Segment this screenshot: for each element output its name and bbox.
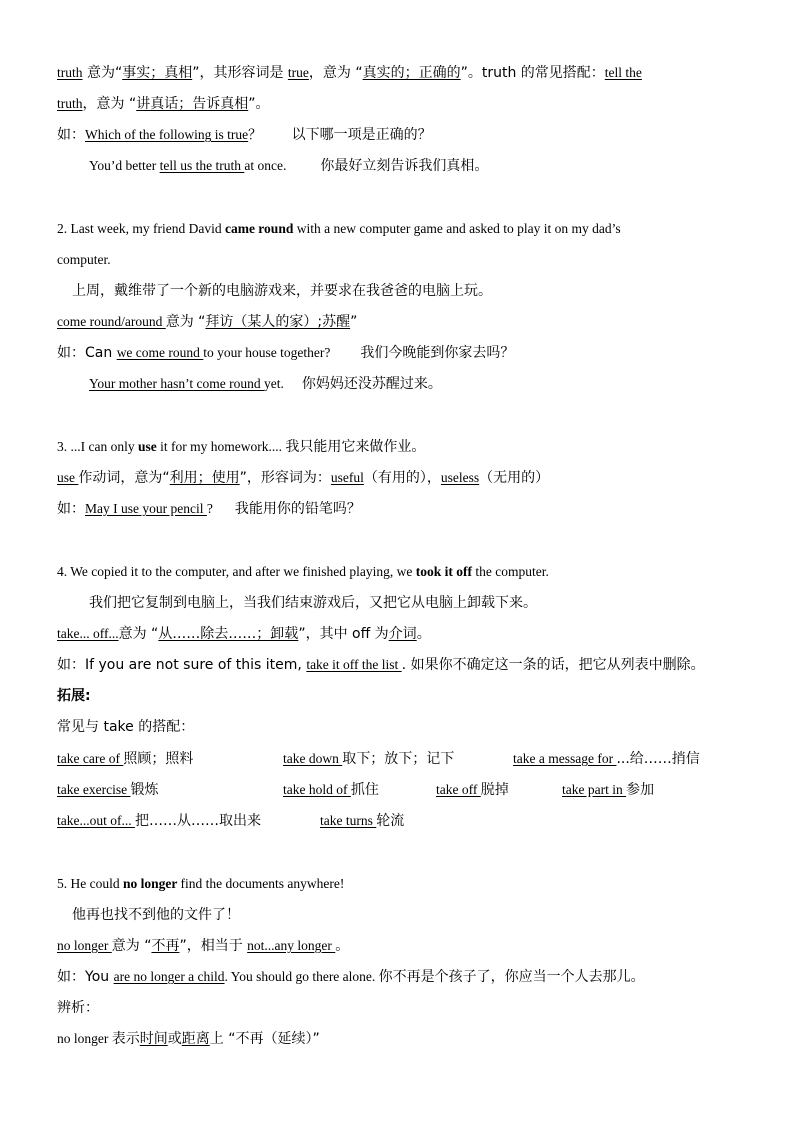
s3-sentence: 3. ...I can only use it for my homework.... 我只能用它来做作业。 xyxy=(57,439,426,455)
s2-example-2: Your mother hasn’t come round yet. 你妈妈还没苏醒过来。 xyxy=(89,376,442,392)
collocation-item: take hold of 抓住 xyxy=(283,782,379,798)
s5-comparison-heading: 辨析： xyxy=(57,1000,99,1016)
s5-comparison-line: no longer 表示时间或距离上 “不再（延续）” xyxy=(57,1031,320,1047)
s4-example: 如：If you are not sure of this item, take it off the list . 如果你不确定这一条的话，把它从列表中删除。 xyxy=(57,657,705,673)
s2-sentence-cont: computer. xyxy=(57,252,111,267)
s2-example-1: 如：Can we come round to your house together? 我们今晚能到你家去吗？ xyxy=(57,345,515,361)
collocation-item: take care of 照顾；照料 xyxy=(57,751,194,767)
s3-example: 如：May I use your pencil ? 我能用你的铅笔吗？ xyxy=(57,501,361,517)
collocation-item: take down 取下；放下；记下 xyxy=(283,751,455,767)
s1-line-2: truth，意为 “讲真话；告诉真相”。 xyxy=(57,96,270,112)
s5-meaning: no longer 意为 “不再”，相当于 not...any longer 。 xyxy=(57,938,350,954)
s1-example-2: You’d better tell us the truth at once. 你最好立刻告诉我们真相。 xyxy=(89,158,489,174)
s4-meaning: take... off...意为 “从……除去……；卸载”，其中 off 为介词。 xyxy=(57,626,431,642)
collocation-item: take turns 轮流 xyxy=(320,813,405,829)
s4-sentence: 4. We copied it to the computer, and after we finished playing, we took it off the computer. xyxy=(57,564,549,579)
s3-meaning: use 作动词，意为“利用；使用”，形容词为：useful（有用的），useless（无用的） xyxy=(57,470,550,486)
s2-meaning: come round/around 意为 “拜访（某人的家）;苏醒” xyxy=(57,314,358,330)
take-collocations-heading: 常见与 take 的搭配： xyxy=(57,719,195,735)
s5-sentence: 5. He could no longer find the documents anywhere! xyxy=(57,876,345,891)
s2-translation: 上周，戴维带了一个新的电脑游戏来，并要求在我爸爸的电脑上玩。 xyxy=(72,283,492,299)
s5-example: 如：You are no longer a child. You should go there alone. 你不再是个孩子了，你应当一个人去那儿。 xyxy=(57,969,645,985)
s1-example-1: 如：Which of the following is true？ 以下哪一项是正确的？ xyxy=(57,127,432,143)
s1-line-1: truth 意为“事实；真相”，其形容词是 true，意为 “真实的；正确的”。truth 的常见搭配：tell the xyxy=(57,65,642,81)
extension-heading: 拓展: xyxy=(57,688,91,704)
collocation-item: take part in 参加 xyxy=(562,782,655,798)
s5-translation: 他再也找不到他的文件了！ xyxy=(72,907,240,923)
collocation-item: take off 脱掉 xyxy=(436,782,509,798)
s2-sentence: 2. Last week, my friend David came round with a new computer game and asked to play it on my dad’s xyxy=(57,221,621,236)
term-truth: truth xyxy=(57,65,83,80)
collocation-item: take a message for ...给……捎信 xyxy=(513,751,700,767)
collocation-item: take...out of... 把……从……取出来 xyxy=(57,813,261,829)
s4-translation: 我们把它复制到电脑上，当我们结束游戏后，又把它从电脑上卸载下来。 xyxy=(89,595,537,611)
collocation-item: take exercise 锻炼 xyxy=(57,782,159,798)
